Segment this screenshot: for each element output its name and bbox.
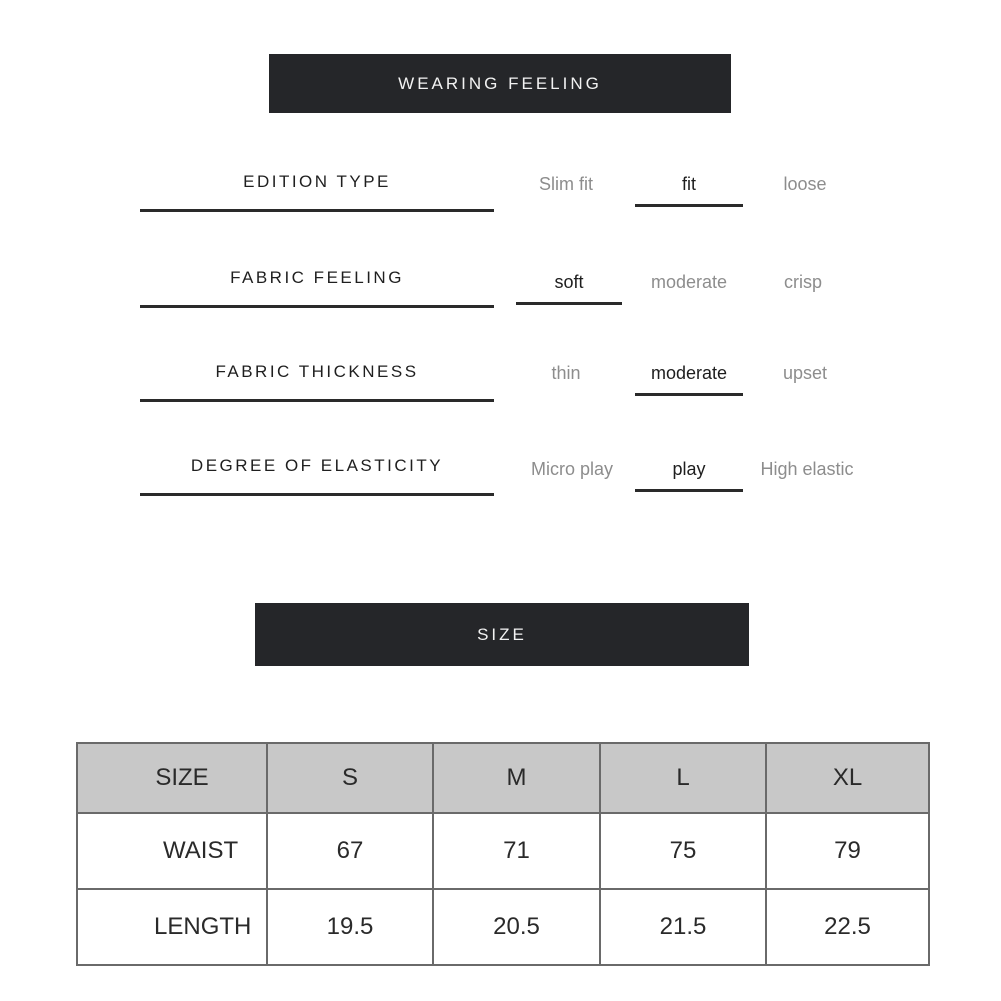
table-cell: 21.5 bbox=[600, 889, 766, 965]
option-upset: upset bbox=[782, 363, 828, 383]
table-cell: 71 bbox=[433, 813, 600, 889]
size-header-cell: M bbox=[433, 743, 600, 813]
table-cell: 22.5 bbox=[766, 889, 929, 965]
table-cell: 19.5 bbox=[267, 889, 433, 965]
option-loose: loose bbox=[783, 174, 827, 194]
option-play-selected: play bbox=[635, 459, 743, 492]
wearing-feeling-banner bbox=[269, 54, 731, 113]
row-label-waist: WAIST bbox=[77, 813, 267, 889]
table-cell: 67 bbox=[267, 813, 433, 889]
table-row bbox=[77, 889, 929, 965]
size-title: SIZE bbox=[477, 624, 527, 644]
attr-label-fabric-feeling: FABRIC FEELING bbox=[140, 268, 494, 308]
wearing-feeling-title: WEARING FEELING bbox=[398, 73, 602, 93]
option-thin: thin bbox=[551, 363, 581, 383]
size-table-header-row bbox=[77, 743, 929, 813]
size-banner bbox=[255, 603, 749, 666]
attr-label-edition-type: EDITION TYPE bbox=[140, 172, 494, 212]
size-table bbox=[76, 742, 930, 966]
option-high-elastic: High elastic bbox=[760, 459, 854, 479]
option-moderate: moderate bbox=[650, 272, 728, 292]
size-header-cell: S bbox=[267, 743, 433, 813]
table-cell: 20.5 bbox=[433, 889, 600, 965]
table-cell: 79 bbox=[766, 813, 929, 889]
option-micro-play: Micro play bbox=[530, 459, 614, 479]
option-soft-selected: soft bbox=[516, 272, 622, 305]
size-header-cell: XL bbox=[766, 743, 929, 813]
option-slim-fit: Slim fit bbox=[539, 174, 593, 194]
size-header-cell: SIZE bbox=[77, 743, 267, 813]
option-fit-selected: fit bbox=[635, 174, 743, 207]
table-cell: 75 bbox=[600, 813, 766, 889]
row-label-length: LENGTH bbox=[77, 889, 267, 965]
option-crisp: crisp bbox=[783, 272, 822, 292]
table-row bbox=[77, 813, 929, 889]
attr-label-degree-of-elasticity: DEGREE OF ELASTICITY bbox=[140, 456, 494, 496]
size-header-cell: L bbox=[600, 743, 766, 813]
attr-label-fabric-thickness: FABRIC THICKNESS bbox=[140, 362, 494, 402]
option-moderate-selected: moderate bbox=[635, 363, 743, 396]
